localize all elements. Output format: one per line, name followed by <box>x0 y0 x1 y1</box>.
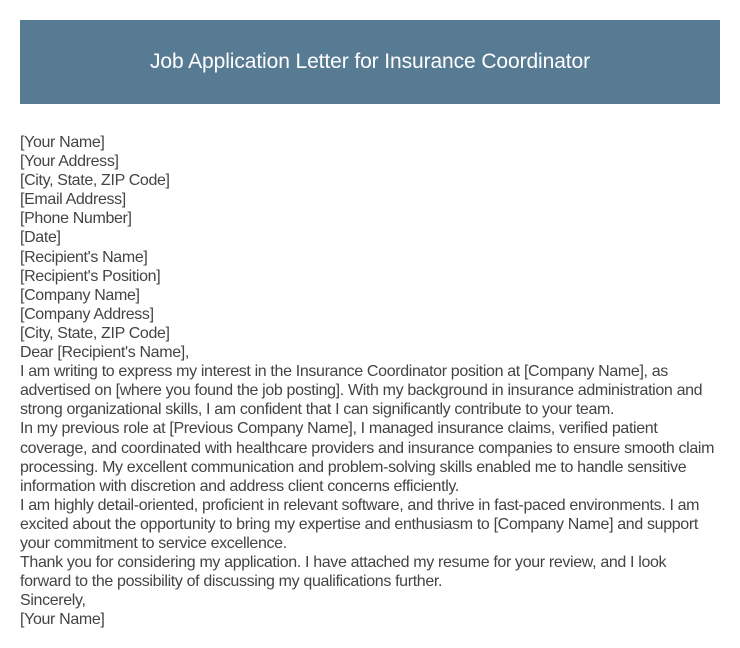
recipient-company-address: [Company Address] <box>20 305 154 323</box>
sender-name: [Your Name] <box>20 134 105 151</box>
salutation: Dear [Recipient's Name], <box>20 344 189 362</box>
sender-city-state-zip: [City, State, ZIP Code] <box>20 172 170 190</box>
paragraph-experience: In my previous role at [Previous Company Name], I managed insurance claims, verified patient coverage, and coordinated with healthcare providers and insurance companies to ensure smooth claim processing. My excellent communication and problem-solving skills enabled me to handle sensitive information with discretion and address client concerns efficiently. <box>20 420 715 495</box>
recipient-city-state-zip: [City, State, ZIP Code] <box>20 324 170 342</box>
signature: [Your Name] <box>20 611 105 629</box>
closing: Sincerely, <box>20 592 86 610</box>
paragraph-intro: I am writing to express my interest in the Insurance Coordinator position at [Company Name], as advertised on [where you found the job posting]. With my background in insurance administration and strong organizational skills, I am confident that I can significantly contribute to your team. <box>20 363 703 419</box>
paragraph-skills: I am highly detail-oriented, proficient in relevant software, and thrive in fast-paced environments. I am excited about the opportunity to bring my expertise and enthusiasm to [Company Name] and support your commitment to service excellence. <box>20 496 700 552</box>
letter-body <box>20 133 720 629</box>
recipient-company: [Company Name] <box>20 286 140 304</box>
paragraph-closing: Thank you for considering my application. I have attached my resume for your review, and I look forward to the possibility of discussing my qualifications further. <box>20 554 667 591</box>
recipient-position: [Recipient's Position] <box>20 267 161 285</box>
sender-email: [Email Address] <box>20 191 126 209</box>
letter-date: [Date] <box>20 229 61 247</box>
recipient-name: [Recipient's Name] <box>20 248 148 266</box>
sender-phone: [Phone Number] <box>20 210 132 228</box>
page-title: Job Application Letter for Insurance Coordinator <box>150 50 590 73</box>
title-banner <box>20 20 720 104</box>
sender-address: [Your Address] <box>20 153 119 171</box>
